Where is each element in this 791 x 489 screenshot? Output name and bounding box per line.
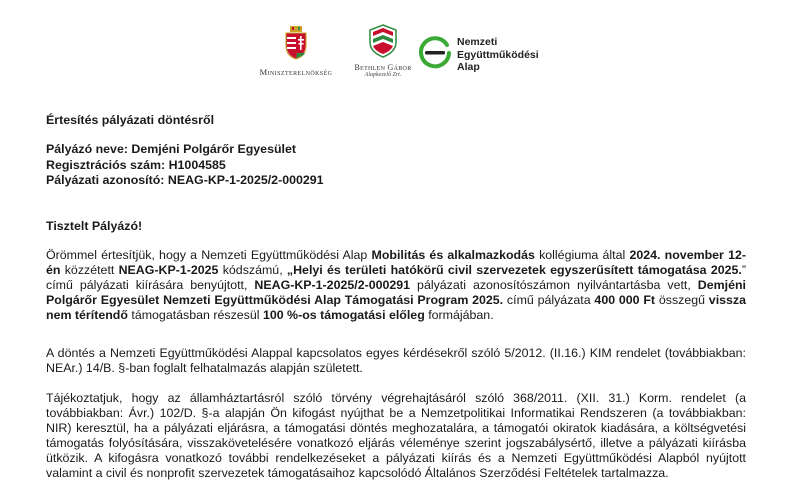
identifier-label: Pályázati azonosító: — [46, 173, 165, 187]
p1-text-3: közzétett — [60, 263, 119, 277]
nea-logo — [417, 35, 557, 75]
letter-subject: Értesítés pályázati döntésről — [46, 113, 215, 127]
nea-ring-icon — [417, 35, 453, 71]
p1-text-5: ” című pályázati kiírására benyújtott, — [46, 263, 746, 292]
p1-text-6: pályázati azonosítószámon nyilvántartásba vett, — [410, 278, 698, 292]
objection-info-paragraph: Tájékoztatjuk, hogy az államháztartásról szóló törvény végrehajtásáról szóló 368/2011. (XII. 31.) Korm. rendelet (a továbbiakban: Ávr.) 102/D. §-a alapján Ön kifogást nyújthat be a Nemzetpolitikai Informatikai Rendszeren (a továbbiakban: NIR) keresztül, ha a pályázati eljárásra, a támogatási döntés meghozatalára, a támogatói okiratok kiadására, a költségvetési támogatás folyósítására, visszakövetelésére vonatkozó eljárás véleménye szerint jogszabálysértő, illetve a pályázati kiírásba ütközik. A kifogásra vonatkozó további rendelkezéseket a pályázati kiírás és a Nemzeti Együttműködési Alapból nyújtott valamint a civil és nonprofit szervezetek támogatásaihoz kapcsolódó Általános Szerződési Feltételek tartalmazza. — [46, 391, 746, 480]
applicant-details — [46, 142, 324, 189]
ministry-logo — [251, 26, 341, 77]
legal-basis-paragraph: A döntés a Nemzeti Együttműködési Alappal kapcsolatos egyes kérdésekről szóló 5/2012. (II.16.) KIM rendelet (továbbiakban: NEAr.) 14/B. §-ban foglalt felhatalmazás alapján született. — [46, 346, 746, 375]
p1-text-10: formájában. — [424, 308, 494, 322]
identifier-row — [46, 173, 324, 189]
registration-row — [46, 158, 324, 174]
greeting: Tisztelt Pályázó! — [46, 219, 143, 233]
p1-program-title: Demjéni Polgárőr Egyesület Nemzeti Együttműködési Alap Támogatási Program 2025. — [46, 278, 746, 307]
applicant-value: Demjéni Polgárőr Egyesület — [131, 142, 296, 156]
p1-text-9: támogatásban részesül — [127, 308, 263, 322]
registration-label: Regisztrációs szám: — [46, 157, 166, 172]
p1-grant-type: vissza nem térítendő — [46, 293, 746, 322]
p1-text-2: kollégiuma által — [534, 248, 630, 262]
nea-line-3: Alap — [457, 61, 480, 73]
p1-advance-type: 100 %-os támogatási előleg — [262, 308, 425, 322]
p1-call-title: „Helyi és területi hatókörű civil szervezetek egyszerűsített támogatása 2025. — [286, 263, 742, 277]
nea-line-1: Nemzeti — [457, 36, 498, 48]
bethlen-gabor-emblem-icon — [368, 24, 398, 58]
registration-value: H1004585 — [168, 157, 226, 172]
p1-text-4: kódszámú, — [218, 263, 287, 277]
p1-application-id: NEAG-KP-1-2025/2-000291 — [254, 278, 411, 292]
applicant-row — [46, 142, 324, 158]
nea-line-2: Együttműködési — [457, 48, 539, 61]
p1-amount: 400 000 Ft — [594, 293, 656, 307]
decision-paragraph — [46, 248, 746, 323]
identifier-value: NEAG-KP-1-2025/2-000291 — [167, 173, 324, 187]
p1-text-8: összegű — [655, 293, 709, 307]
ministry-caption: Miniszterelnökség — [259, 67, 333, 77]
logo-bar — [0, 22, 791, 92]
bethlen-subcaption: Alapkezelő Zrt. — [364, 72, 402, 78]
p1-college: Mobilitás és alkalmazkodás — [371, 248, 535, 262]
p1-call-code: NEAG-KP-1-2025 — [118, 263, 219, 277]
p1-publish-date: 2024. november 12-én — [46, 248, 746, 277]
bethlen-gabor-logo — [348, 24, 418, 79]
bethlen-caption: Bethlen Gábor — [354, 63, 412, 72]
hungarian-coat-of-arms-icon — [283, 26, 309, 60]
nea-logo-text — [457, 36, 539, 74]
p1-text-1: Örömmel értesítjük, hogy a Nemzeti Együttműködési Alap — [46, 248, 372, 262]
applicant-label: Pályázó neve: — [46, 142, 128, 156]
p1-text-7: című pályázata — [503, 293, 595, 307]
